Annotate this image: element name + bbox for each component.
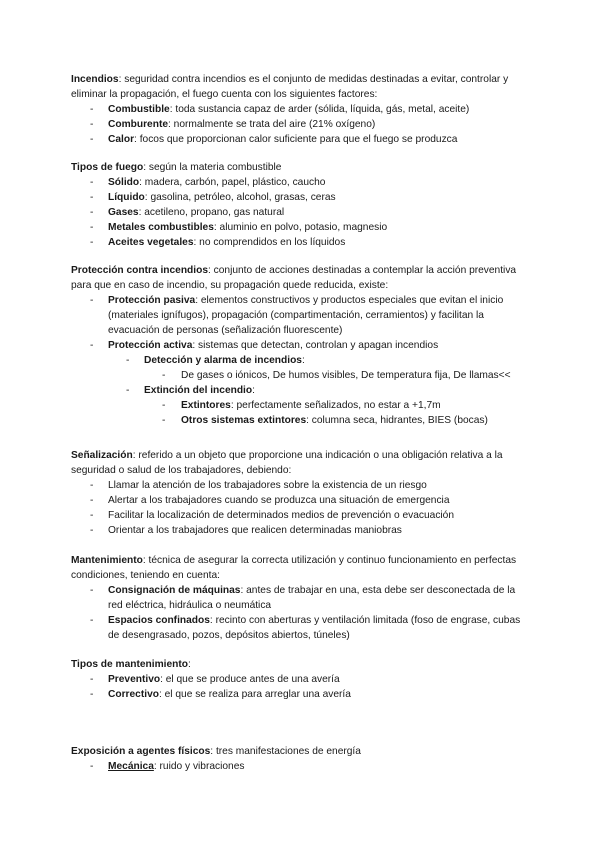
list-item: - Correctivo: el que se realiza para arreglar una avería [90, 689, 351, 700]
list-item: - Extintores: perfectamente señalizados, no estar a +1,7m [162, 400, 441, 411]
list-item: - Combustible: toda sustancia capaz de arder (sólida, líquida, gás, metal, aceite) [90, 104, 470, 115]
senalizacion-paragraph: Señalización: referido a un objeto que proporcione una indicación o una obligación relativa a la seguridad o salud de los trabajadores, debiendo: [71, 450, 503, 476]
section-incendios [71, 72, 531, 147]
list-item: - Líquido: gasolina, petróleo, alcohol, grasas, ceras [90, 192, 336, 203]
list-item: - Consignación de máquinas: antes de trabajar en una, esta debe ser desconectada de la red eléctrica, hidráulica o neumática [90, 585, 516, 611]
list-item: - Espacios confinados: recinto con aberturas y ventilación limitada (foso de engrase, cubas de desengrasado, pozos, depósitos abiertos, túneles) [90, 615, 521, 641]
list-item: - Otros sistemas extintores: columna seca, hidrantes, BIES (bocas) [162, 415, 488, 426]
senalizacion-list [71, 478, 531, 538]
incendios-term: Incendios [71, 74, 119, 85]
list-item: - Calor: focos que proporcionan calor suficiente para que el fuego se produzca [90, 134, 458, 145]
incendios-text: : seguridad contra incendios es el conjunto de medidas destinadas a evitar, controlar y eliminar la propagación, el fuego cuenta con los siguientes factores: [71, 74, 509, 100]
tipos-mantenimiento-paragraph: Tipos de mantenimiento: [71, 659, 191, 670]
list-item: - Sólido: madera, carbón, papel, plástico, caucho [90, 177, 326, 188]
section-senalizacion [71, 448, 531, 538]
list-item: - Gases: acetileno, propano, gas natural [90, 207, 285, 218]
list-item: - Facilitar la localización de determinados medios de prevención o evacuación [90, 510, 455, 521]
list-item: - De gases o iónicos, De humos visibles, De temperatura fija, De llamas<< [162, 370, 511, 381]
section-tipos-fuego [71, 160, 531, 250]
list-item: - Comburente: normalmente se trata del aire (21% oxígeno) [90, 119, 376, 130]
list-item: - Extinción del incendio: [126, 385, 255, 396]
incendios-paragraph [71, 72, 531, 102]
list-item: - Detección y alarma de incendios: [126, 355, 305, 366]
list-item: - Aceites vegetales: no comprendidos en los líquidos [90, 237, 346, 248]
proteccion-list [71, 293, 531, 428]
section-proteccion [71, 263, 531, 428]
list-item: - Orientar a los trabajadores que realicen determinadas maniobras [90, 525, 402, 536]
section-tipos-mantenimiento [71, 657, 531, 702]
list-item: - Protección activa: sistemas que detectan, controlan y apagan incendios [90, 340, 439, 351]
mantenimiento-paragraph: Mantenimiento: técnica de asegurar la correcta utilización y continuo funcionamiento en perfectas condiciones, teniendo en cuenta: [71, 555, 517, 581]
list-item: - Protección pasiva: elementos constructivos y productos especiales que evitan el inicio (materiales ignífugos), propagación (compartimentación, cerramientos) y facilitan la evacuación de personas (señalización fluorescente) [90, 295, 504, 336]
list-item: - Alertar a los trabajadores cuando se produzca una situación de emergencia [90, 495, 450, 506]
incendios-list [71, 102, 531, 147]
tipos-fuego-paragraph: Tipos de fuego: según la materia combustible [71, 162, 282, 173]
section-mantenimiento [71, 553, 531, 643]
list-item: - Mecánica: ruido y vibraciones [90, 761, 245, 772]
exposicion-list [71, 759, 531, 774]
list-item: - Metales combustibles: aluminio en polvo, potasio, magnesio [90, 222, 388, 233]
tipos-fuego-list [71, 175, 531, 250]
proteccion-paragraph: Protección contra incendios: conjunto de acciones destinadas a contemplar la acción preventiva para que en caso de incendio, su propagación quede reducida, existe: [71, 265, 517, 291]
list-item: - Preventivo: el que se produce antes de una avería [90, 674, 340, 685]
tipos-mantenimiento-list [71, 672, 531, 702]
section-exposicion [71, 744, 531, 774]
exposicion-paragraph: Exposición a agentes físicos: tres manifestaciones de energía [71, 746, 361, 757]
mantenimiento-list [71, 583, 531, 643]
list-item: - Llamar la atención de los trabajadores sobre la existencia de un riesgo [90, 480, 427, 491]
